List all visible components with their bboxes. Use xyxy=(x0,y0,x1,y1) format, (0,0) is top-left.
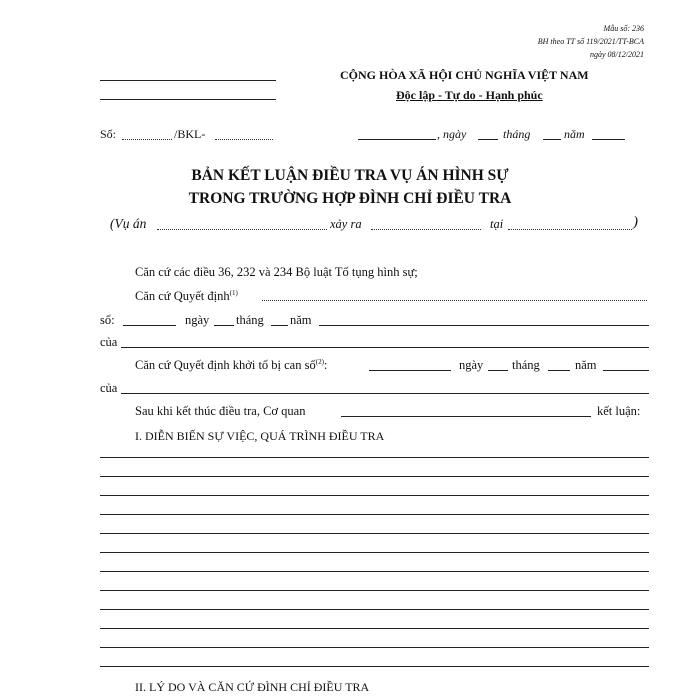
footnote-2: (2) xyxy=(315,358,324,366)
section-1-line-9[interactable] xyxy=(100,609,649,610)
so-label-2: số: xyxy=(100,313,115,327)
co-quan-field[interactable] xyxy=(341,416,591,417)
form-code-line2: BH theo TT số 119/2021/TT-BCA xyxy=(537,37,644,46)
footnote-1: (1) xyxy=(229,289,238,297)
xay-ra-label: xảy ra xyxy=(330,217,362,231)
ngay-field-2[interactable] xyxy=(214,325,234,326)
nam-label-2: năm xyxy=(290,313,312,327)
can-cu-kt-colon: : xyxy=(323,358,328,373)
thang-label-2: tháng xyxy=(236,313,264,327)
section-1-line-10[interactable] xyxy=(100,628,649,629)
can-cu-qd-text: Căn cứ Quyết định xyxy=(135,289,230,304)
date-thang: tháng xyxy=(503,127,531,141)
tai-field[interactable] xyxy=(508,229,632,230)
agency-line-2[interactable] xyxy=(100,99,276,100)
ngay-label-3: ngày xyxy=(459,358,484,372)
section-1-line-8[interactable] xyxy=(100,590,649,591)
date-year-field[interactable] xyxy=(592,139,625,140)
form-code-line3: ngày 08/12/2021 xyxy=(590,50,644,59)
tai-label: tại xyxy=(490,217,504,231)
nam-field-2[interactable] xyxy=(319,325,649,326)
section-1-line-2[interactable] xyxy=(100,476,649,477)
place-field[interactable] xyxy=(358,139,436,140)
section-1-line-4[interactable] xyxy=(100,514,649,515)
cua-label-1: của xyxy=(100,335,118,349)
nam-field-3[interactable] xyxy=(603,370,649,371)
date-ngay: , ngày xyxy=(437,127,467,141)
vu-an-label: (Vụ án xyxy=(110,216,147,231)
section-1-heading: I. DIỄN BIẾN SỰ VIỆC, QUÁ TRÌNH ĐIỀU TRA xyxy=(135,429,385,443)
quyet-dinh-field[interactable] xyxy=(262,300,647,301)
form-code-line1: Mẫu số: 236 xyxy=(603,24,644,33)
section-2-heading: II. LÝ DO VÀ CĂN CỨ ĐÌNH CHỈ ĐIỀU TRA xyxy=(135,680,370,694)
motto: Độc lập - Tự do - Hạnh phúc xyxy=(396,88,543,102)
doc-title-line1: BẢN KẾT LUẬN ĐIỀU TRA VỤ ÁN HÌNH SỰ xyxy=(191,167,509,184)
so-bi-can-field[interactable] xyxy=(369,370,451,371)
date-month-field[interactable] xyxy=(543,139,561,140)
so-field-2[interactable] xyxy=(123,325,176,326)
vu-an-close: ) xyxy=(633,214,638,230)
thang-field-2[interactable] xyxy=(271,325,288,326)
thang-field-3[interactable] xyxy=(548,370,570,371)
sau-khi-text: Sau khi kết thúc điều tra, Cơ quan xyxy=(135,404,306,418)
ket-luan-label: kết luận: xyxy=(597,404,641,418)
section-1-line-1[interactable] xyxy=(100,457,649,458)
date-day-field[interactable] xyxy=(478,139,498,140)
thang-label-3: tháng xyxy=(512,358,540,372)
section-1-line-6[interactable] xyxy=(100,552,649,553)
date-nam: năm xyxy=(564,127,585,141)
so-label: Số: xyxy=(100,127,117,141)
section-1-line-7[interactable] xyxy=(100,571,649,572)
nam-label-3: năm xyxy=(575,358,597,372)
ngay-label-2: ngày xyxy=(185,313,210,327)
cua-field-2[interactable] xyxy=(121,393,649,394)
can-cu-khoi-to xyxy=(135,358,327,373)
bkl-label: /BKL- xyxy=(174,127,206,141)
section-1-line-11[interactable] xyxy=(100,647,649,648)
vu-an-field[interactable] xyxy=(157,229,327,230)
can-cu-bltths: Căn cứ các điều 36, 232 và 234 Bộ luật Tố tụng hình sự; xyxy=(135,265,418,279)
bkl-field[interactable] xyxy=(215,139,273,140)
xay-ra-field[interactable] xyxy=(371,229,481,230)
agency-line-1[interactable] xyxy=(100,80,276,81)
cua-label-2: của xyxy=(100,381,118,395)
section-1-line-3[interactable] xyxy=(100,495,649,496)
country-name: CỘNG HÒA XÃ HỘI CHỦ NGHĨA VIỆT NAM xyxy=(340,68,589,82)
can-cu-quyet-dinh xyxy=(135,289,238,304)
can-cu-kt-text: Căn cứ Quyết định khởi tố bị can số xyxy=(135,358,316,373)
so-field[interactable] xyxy=(122,139,172,140)
form-code xyxy=(538,22,644,61)
section-1-line-12[interactable] xyxy=(100,666,649,667)
section-1-line-5[interactable] xyxy=(100,533,649,534)
cua-field-1[interactable] xyxy=(121,347,649,348)
ngay-field-3[interactable] xyxy=(488,370,508,371)
doc-title-line2: TRONG TRƯỜNG HỢP ĐÌNH CHỈ ĐIỀU TRA xyxy=(188,190,512,207)
